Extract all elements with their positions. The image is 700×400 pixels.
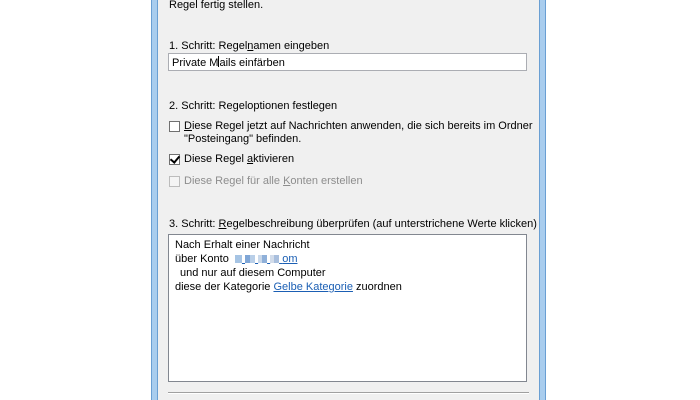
window-frame-right <box>539 0 546 400</box>
dialog-divider <box>168 392 529 394</box>
desc-line-3: und nur auf diesem Computer <box>180 267 326 279</box>
step2-label: 2. Schritt: Regeloptionen festlegen <box>169 100 338 112</box>
rule-name-input[interactable]: Private Mails einfärben <box>168 53 527 71</box>
window-frame-left <box>151 0 158 400</box>
activate-rule-label: Diese Regel aktivieren <box>184 153 295 165</box>
rule-description-box <box>168 234 527 382</box>
apply-existing-label: Diese Regel jetzt auf Nachrichten anwenden, die sich bereits im Ordner "Posteingang" befinden. <box>184 120 533 145</box>
step1-label: 1. Schritt: Regelnamen eingeben <box>169 40 330 52</box>
step3-label: 3. Schritt: Regelbeschreibung überprüfen (auf unterstrichene Werte klicken) <box>169 218 537 230</box>
category-link[interactable]: Gelbe Kategorie <box>273 281 353 293</box>
desc-line-1: Nach Erhalt einer Nachricht <box>175 239 310 251</box>
desc-line-2: über Konto om <box>175 253 298 265</box>
redacted-pixel-block <box>235 255 242 263</box>
wizard-header-text: Regel fertig stellen. <box>169 0 264 11</box>
account-link[interactable]: om <box>235 253 298 265</box>
desc-line-4: diese der Kategorie Gelbe Kategorie zuordnen <box>175 281 402 293</box>
apply-existing-checkbox[interactable] <box>169 121 180 132</box>
activate-rule-checkbox[interactable] <box>169 154 180 165</box>
redacted-pixel-block <box>250 255 255 263</box>
all-accounts-label: Diese Regel für alle Konten erstellen <box>184 175 363 187</box>
redacted-pixel-block <box>262 255 267 263</box>
rules-wizard-dialog <box>158 0 539 400</box>
all-accounts-checkbox <box>169 176 180 187</box>
redacted-pixel-block <box>274 255 279 263</box>
